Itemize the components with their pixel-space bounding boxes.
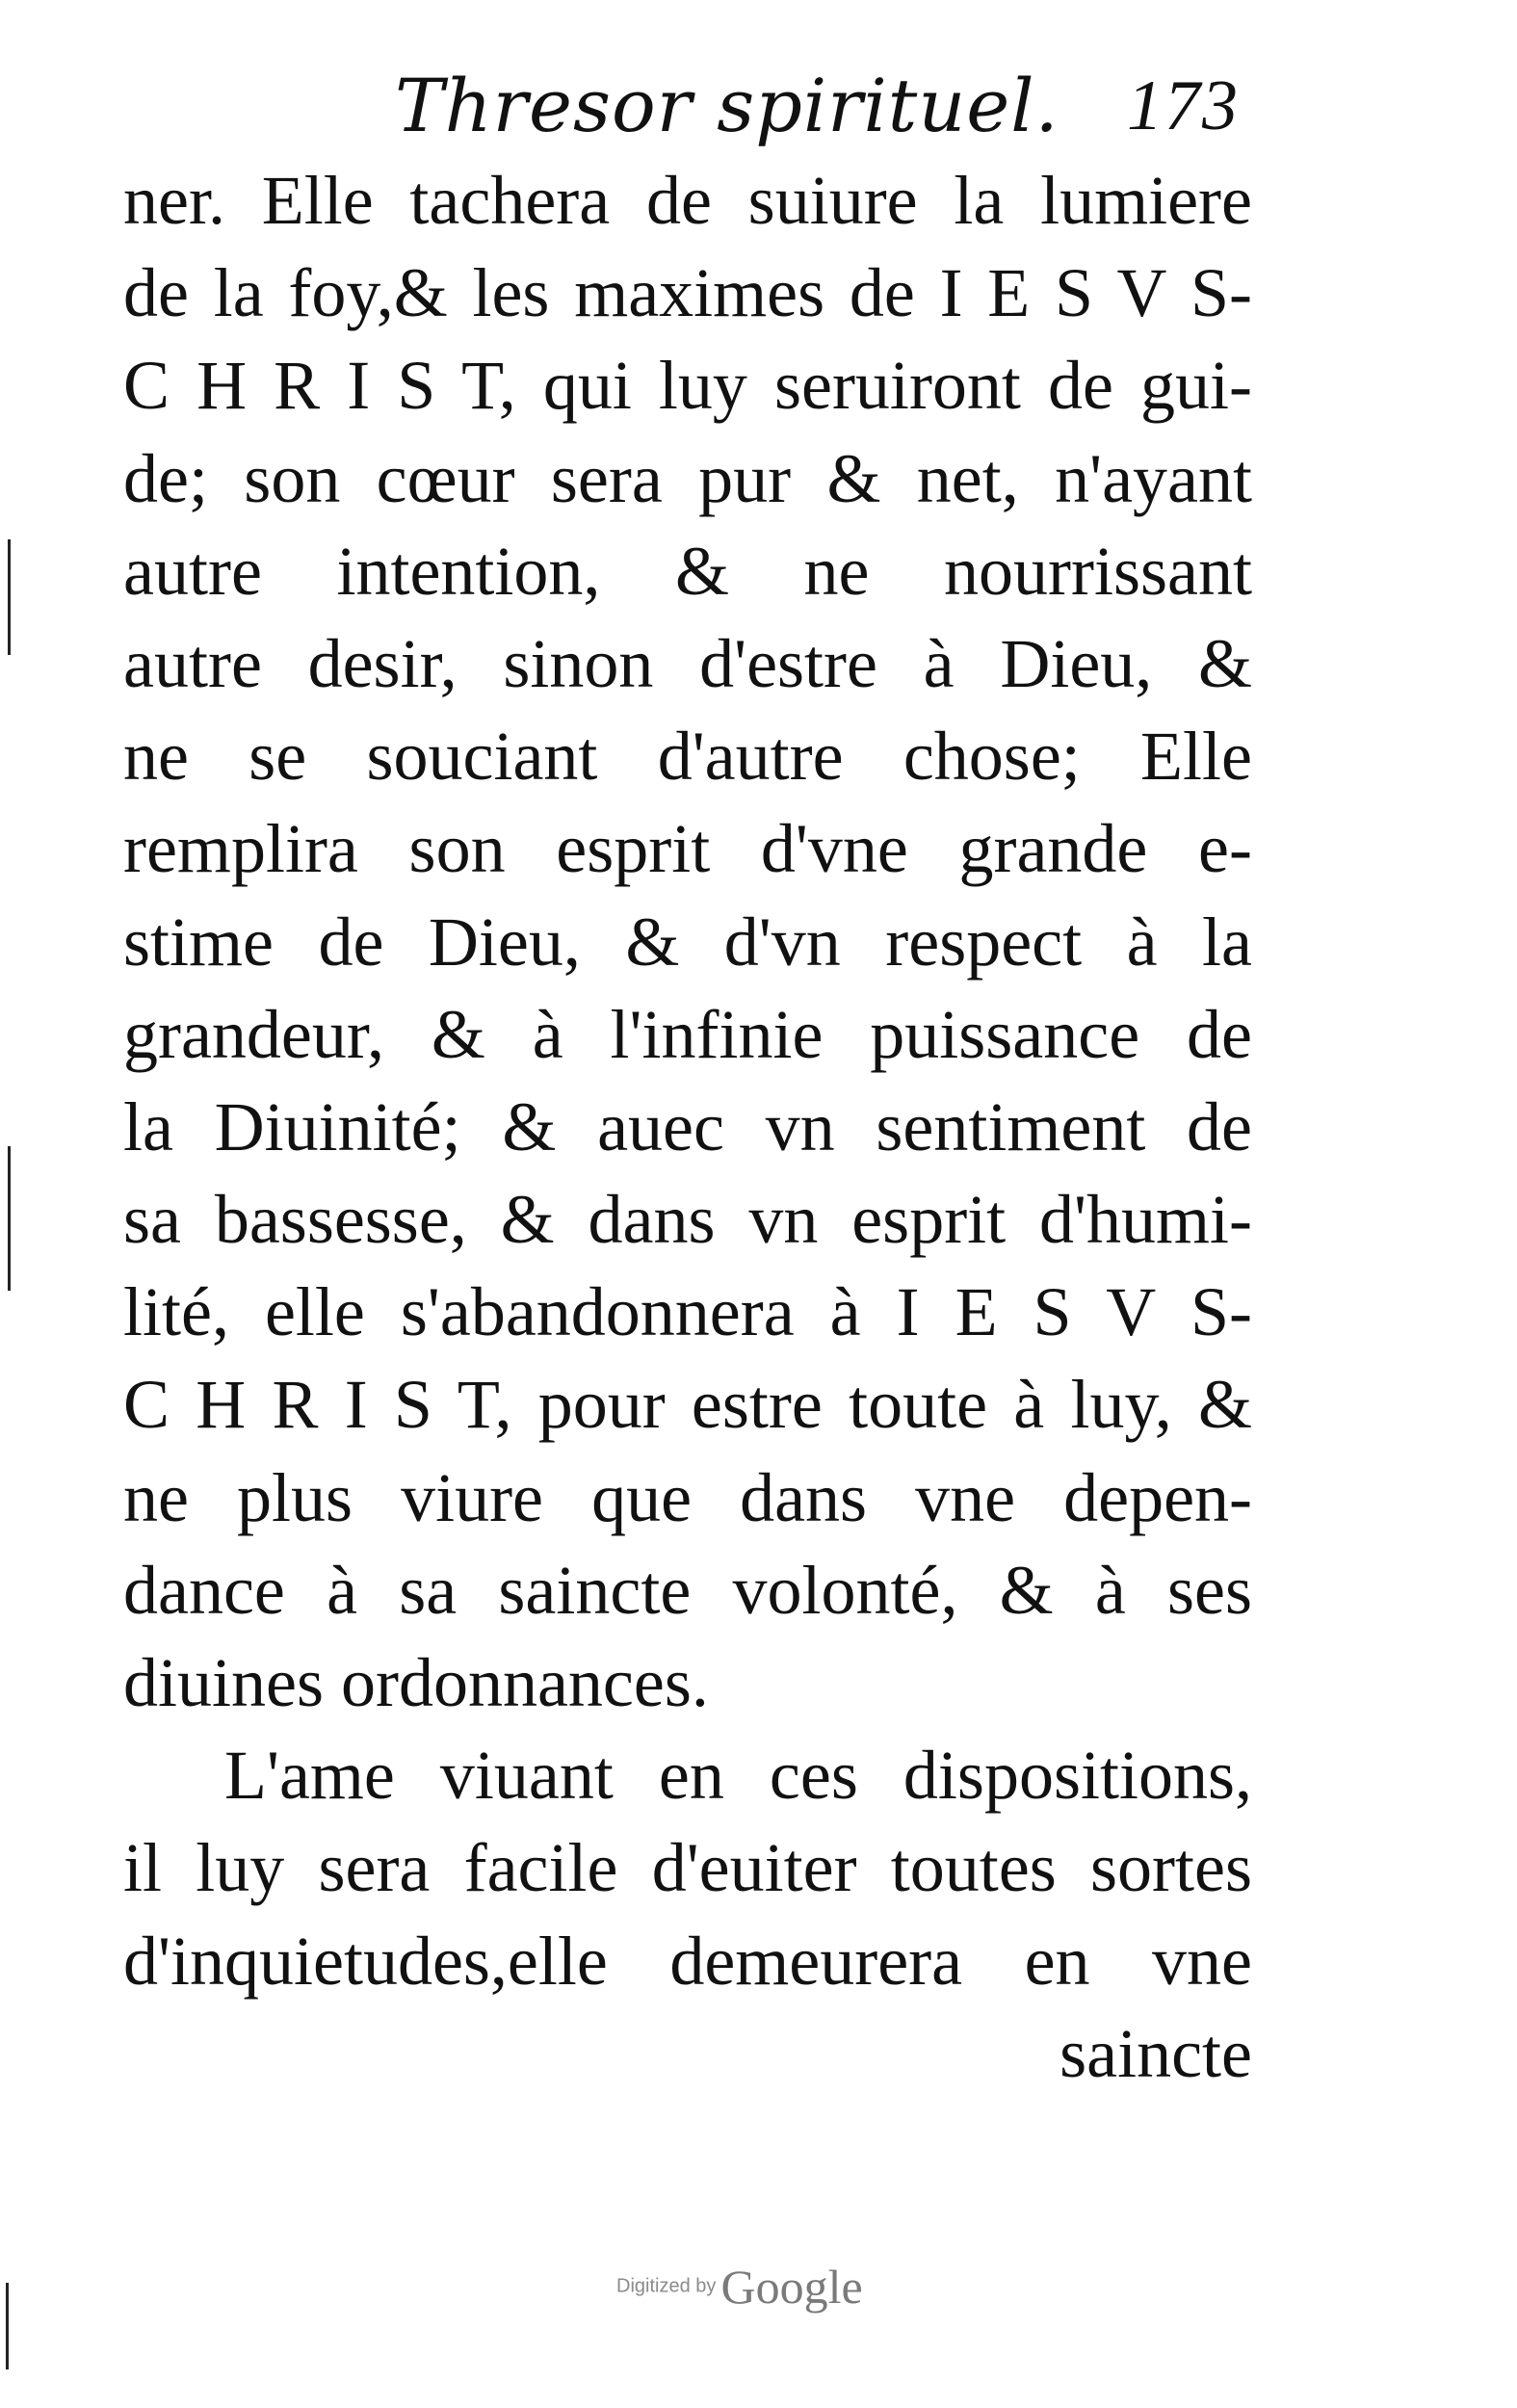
text-line: lité, elle s'abandonnera à I E S V S- [123,1273,1252,1351]
text-line: la Diuinité; & auec vn sentiment de [123,1087,1252,1165]
text-line: autre intention, & ne nourrissant [123,532,1252,610]
text-line: d'inquietudes,elle demeurera en vne [123,1922,1252,2000]
text-line: de; son cœur sera pur & net, n'ayant [123,439,1252,517]
text-line: ne plus viure que dans vne depen- [123,1458,1252,1536]
page-header [116,58,1271,154]
scan-edge-mark [6,2283,9,2369]
text-line: dance à sa saincte volonté, & à ses [123,1551,1252,1629]
google-logo: Google [720,2260,863,2314]
digitization-watermark [616,2259,863,2336]
text-line: ne se souciant d'autre chose; Elle [123,718,1252,796]
catchword: saincte [1059,2014,1252,2092]
text-line: autre desir, sinon d'estre à Dieu, & [123,624,1252,702]
text-line: ner. Elle tachera de suiure la lumiere [123,162,1252,239]
page-number: 173 [1127,66,1240,145]
digitized-label: Digitized by [616,2275,717,2297]
text-line: de la foy,& les maximes de I E S V S- [123,254,1252,332]
text-line: grandeur, & à l'infinie puissance de [123,995,1252,1073]
text-line: C H R I S T, pour estre toute à luy, & [123,1366,1252,1444]
body-text [123,154,1252,2119]
text-line-paragraph-start: L'ame viuant en ces dispositions, [224,1737,1252,1815]
scan-edge-mark [8,1146,11,1291]
text-line: il luy sera facile d'euiter toutes sortes [123,1829,1252,1907]
running-title: Thresor spirituel. [395,63,1059,148]
text-line: stime de Dieu, & d'vn respect à la [123,903,1252,981]
text-line: remplira son esprit d'vne grande e- [123,810,1252,888]
text-line-paragraph-end: diuines ordonnances. [123,1644,709,1721]
text-line: sa bassesse, & dans vn esprit d'humi- [123,1181,1252,1259]
text-line: C H R I S T, qui luy seruiront de gui- [123,347,1252,425]
scan-edge-mark [8,539,11,655]
